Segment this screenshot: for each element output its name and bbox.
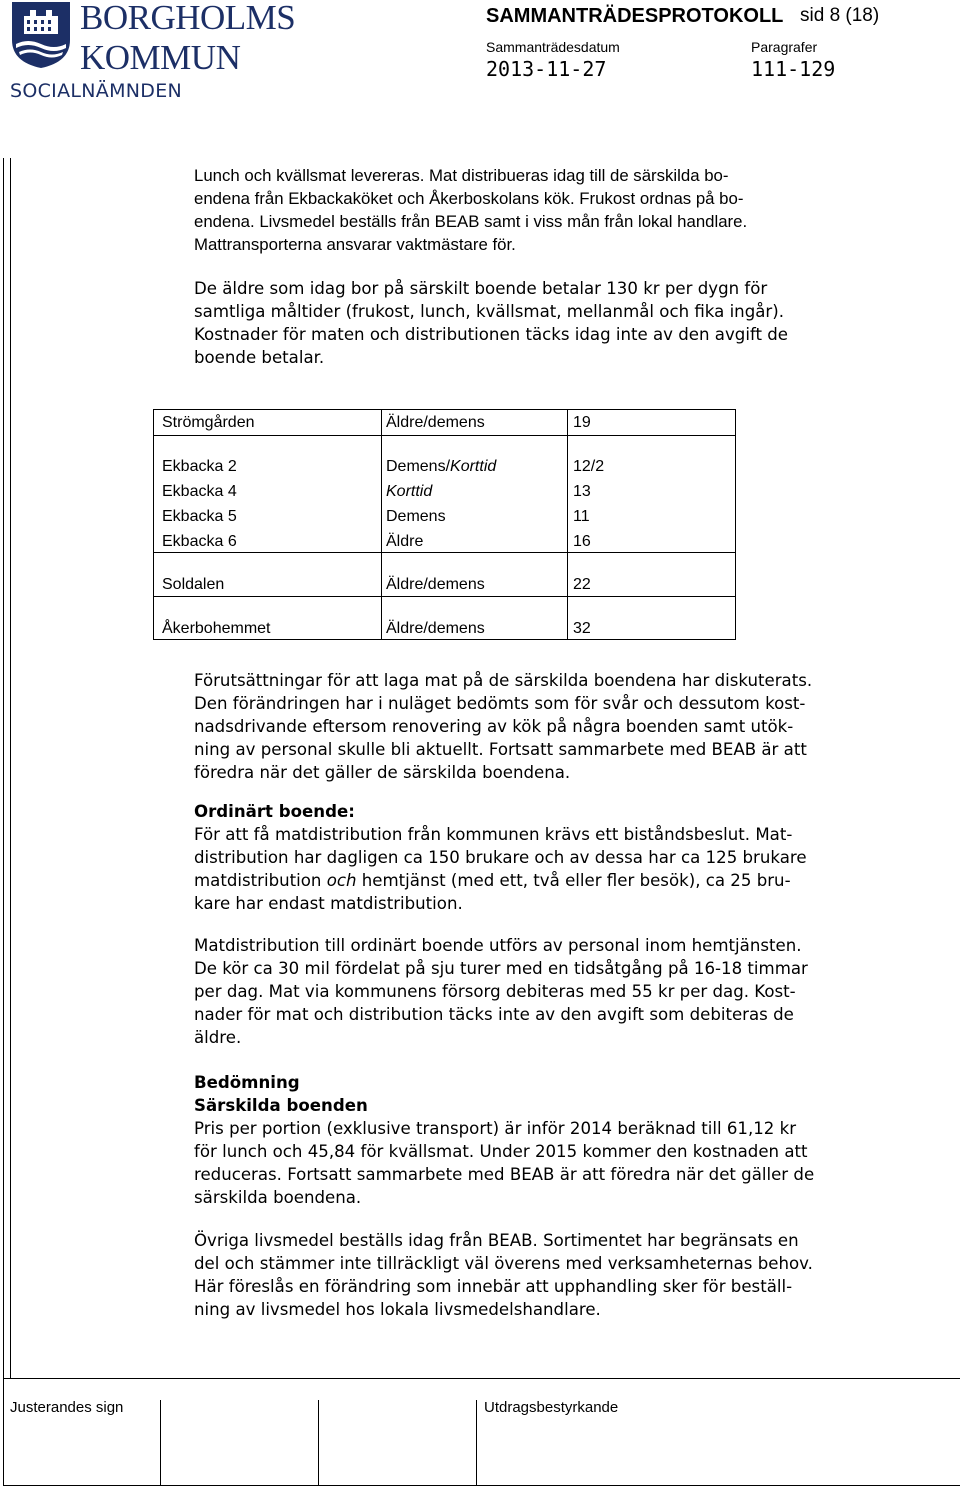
table-cell-name: Ekbacka 5 bbox=[162, 508, 237, 525]
table-cell-type: Äldre bbox=[386, 533, 424, 550]
text-run: hemtjänst (med ett, två eller fler besök), ca 25 bru- bbox=[356, 871, 791, 890]
text-line bbox=[194, 869, 914, 892]
page-number: sid 8 (18) bbox=[800, 5, 880, 26]
footer-divider bbox=[160, 1400, 161, 1486]
text-line: Övriga livsmedel beställs idag från BEAB. Sortimentet har begränsats en bbox=[194, 1231, 799, 1250]
text-line: för lunch och 45,84 för kvällsmat. Under 2015 kommer den kostnaden att bbox=[194, 1142, 808, 1161]
text-line: endena från Ekbackaköket och Åkerboskolans kök. Frukost ordnas på bo- bbox=[194, 189, 744, 208]
text-line: De äldre som idag bor på särskilt boende betalar 130 kr per dygn för bbox=[194, 279, 768, 298]
type-text: Demens/ bbox=[386, 458, 451, 475]
table-cell-count: 12/2 bbox=[573, 458, 605, 475]
text-line: äldre. bbox=[194, 1028, 242, 1047]
text-run: matdistribution bbox=[194, 871, 327, 890]
table-cell-name: Ekbacka 4 bbox=[162, 483, 237, 500]
text-line: Matdistribution till ordinärt boende utförs av personal inom hemtjänsten. bbox=[194, 936, 802, 955]
section-assessment bbox=[194, 1071, 914, 1209]
table-row-divider bbox=[154, 435, 735, 436]
table-cell-type: Äldre/demens bbox=[386, 576, 485, 593]
text-line: kare har endast matdistribution. bbox=[194, 894, 463, 913]
housing-units-table bbox=[153, 409, 736, 640]
table-cell-name: Strömgården bbox=[162, 414, 255, 431]
text-line: del och stämmer inte tillräckligt väl överens med verksamheternas behov. bbox=[194, 1254, 813, 1273]
table-cell-type bbox=[386, 457, 496, 477]
table-row-divider bbox=[154, 552, 735, 553]
paragraph-meal-delivery bbox=[194, 164, 914, 256]
table-cell-count: 16 bbox=[573, 533, 591, 550]
table-cell-count: 32 bbox=[573, 620, 591, 637]
section-heading: Ordinärt boende: bbox=[194, 802, 355, 821]
text-line: nader för mat och distribution täcks inte av den avgift som debiteras de bbox=[194, 1005, 794, 1024]
org-name-line2: KOMMUN bbox=[80, 38, 241, 77]
frame-bottom-border bbox=[3, 1378, 960, 1379]
text-line: För att få matdistribution från kommunen krävs ett biståndsbeslut. Mat- bbox=[194, 825, 793, 844]
frame-inner-border bbox=[10, 158, 11, 1378]
table-cell-type: Äldre/demens bbox=[386, 414, 485, 431]
text-line: Den förändringen har i nuläget bedömts som för svår och dessutom kost- bbox=[194, 694, 806, 713]
table-column-divider bbox=[381, 410, 382, 639]
text-line: föredra när det gäller de särskilda boendena. bbox=[194, 763, 571, 782]
paragraph-cooking-on-site bbox=[194, 669, 914, 784]
protocol-title: SAMMANTRÄDESPROTOKOLL bbox=[486, 5, 784, 27]
table-cell-count: 19 bbox=[573, 414, 591, 431]
subsection-heading: Särskilda boenden bbox=[194, 1096, 368, 1115]
footer-divider bbox=[476, 1400, 477, 1486]
table-row-divider bbox=[154, 596, 735, 597]
paragraphs-label: Paragrafer bbox=[751, 39, 818, 55]
text-line: Lunch och kvällsmat levereras. Mat distribueras idag till de särskilda bo- bbox=[194, 166, 729, 185]
text-emphasis: och bbox=[326, 871, 357, 890]
text-line: De kör ca 30 mil fördelat på sju turer med en tidsåtgång på 16-18 timmar bbox=[194, 959, 808, 978]
text-line: ning av personal skulle bli aktuellt. Fortsatt sammarbete med BEAB är att bbox=[194, 740, 807, 759]
text-line: distribution har dagligen ca 150 brukare och av dessa har ca 125 brukare bbox=[194, 848, 807, 867]
department-name: SOCIALNÄMNDEN bbox=[10, 80, 183, 102]
meeting-date-value: 2013-11-27 bbox=[486, 57, 607, 81]
text-line: Pris per portion (exklusive transport) är inför 2014 beräknad till 61,12 kr bbox=[194, 1119, 797, 1138]
section-ordinary-housing bbox=[194, 800, 914, 915]
text-line: särskilda boendena. bbox=[194, 1188, 362, 1207]
table-cell-type: Äldre/demens bbox=[386, 620, 485, 637]
paragraphs-value: 111-129 bbox=[751, 57, 836, 81]
meeting-date-label: Sammanträdesdatum bbox=[486, 39, 620, 55]
table-cell-count: 13 bbox=[573, 483, 591, 500]
table-cell-name: Soldalen bbox=[162, 576, 225, 593]
footer-divider bbox=[318, 1400, 319, 1486]
text-line: boende betalar. bbox=[194, 348, 325, 367]
table-cell-type: Korttid bbox=[386, 483, 433, 500]
org-name-line1: BORGHOLMS bbox=[80, 0, 296, 37]
table-cell-type: Demens bbox=[386, 508, 446, 525]
table-cell-count: 11 bbox=[573, 508, 590, 525]
type-text-italic: Korttid bbox=[450, 458, 497, 475]
footer-adjusters-signature-label: Justerandes sign bbox=[10, 1399, 124, 1416]
text-line: endena. Livsmedel beställs från BEAB samt i viss mån från lokal handlare. bbox=[194, 212, 748, 231]
table-cell-name: Ekbacka 2 bbox=[162, 458, 237, 475]
table-cell-name: Ekbacka 6 bbox=[162, 533, 237, 550]
table-cell-count: 22 bbox=[573, 576, 591, 593]
text-line: nadsdrivande eftersom renovering av kök på några boenden samt utök- bbox=[194, 717, 794, 736]
text-line: Här föreslås en förändring som innebär att upphandling sker för beställ- bbox=[194, 1277, 793, 1296]
footer-bottom-border bbox=[3, 1485, 960, 1486]
paragraph-groceries bbox=[194, 1229, 914, 1321]
text-line: per dag. Mat via kommunens försorg debiteras med 55 kr per dag. Kost- bbox=[194, 982, 796, 1001]
text-line: samtliga måltider (frukost, lunch, kvällsmat, mellanmål och fika ingår). bbox=[194, 302, 784, 321]
frame-left-border bbox=[3, 158, 4, 1486]
text-line: Förutsättningar för att laga mat på de särskilda boendena har diskuterats. bbox=[194, 671, 813, 690]
text-line: ning av livsmedel hos lokala livsmedelshandlare. bbox=[194, 1300, 601, 1319]
table-column-divider bbox=[567, 410, 568, 639]
text-line: Kostnader för maten och distributionen täcks idag inte av den avgift de bbox=[194, 325, 789, 344]
table-cell-name: Åkerbohemmet bbox=[162, 620, 271, 637]
paragraph-distribution-routes bbox=[194, 934, 914, 1049]
section-heading: Bedömning bbox=[194, 1073, 300, 1092]
paragraph-meal-cost bbox=[194, 277, 914, 369]
footer-extract-certification-label: Utdragsbestyrkande bbox=[484, 1399, 619, 1416]
text-line: Mattransporterna ansvarar vaktmästare för. bbox=[194, 235, 516, 254]
municipality-crest-icon bbox=[10, 0, 72, 70]
text-line: reduceras. Fortsatt sammarbete med BEAB är att föredra när det gäller de bbox=[194, 1165, 815, 1184]
